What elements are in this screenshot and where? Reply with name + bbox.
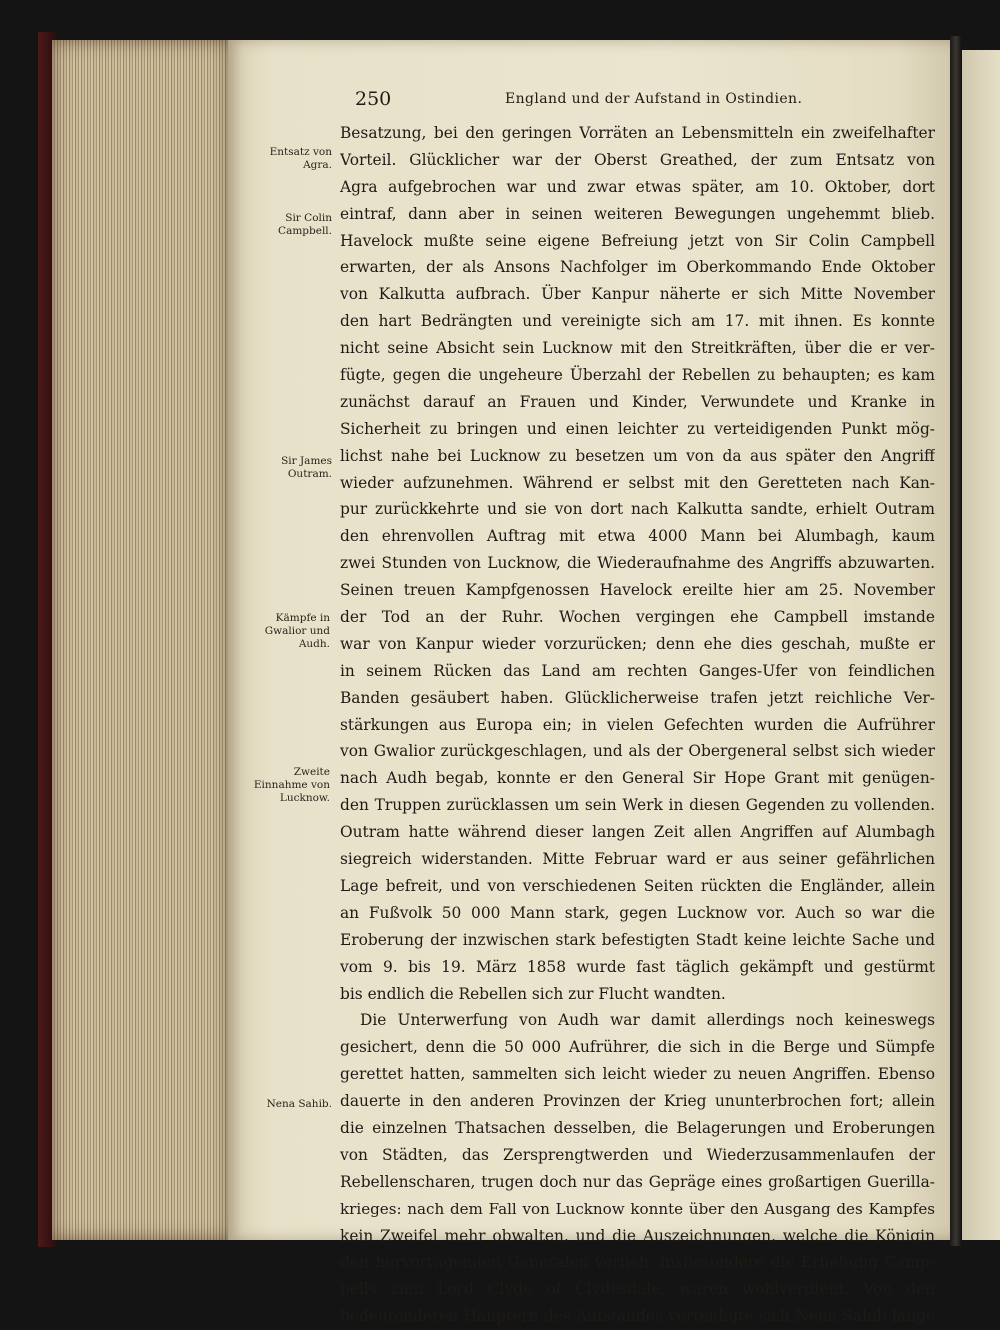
margin-note: Sir Colin Campbell.	[278, 212, 332, 237]
text-line: Lage befreit, und von verschiedenen Seiten rückten die Engländer, allein	[340, 876, 935, 895]
body-text	[340, 120, 935, 1330]
book-gutter	[950, 36, 962, 1246]
margin-note: Zweite Einnahme von Lucknow.	[253, 766, 330, 804]
text-line: Outram hatte während dieser langen Zeit allen Angriffen auf Alumbagh	[340, 823, 935, 842]
text-line: Agra aufgebrochen war und zwar etwas später, am 10. Oktober, dort	[340, 177, 935, 196]
text-line: kein Zweifel mehr obwalten, und die Auszeichnungen, welche die Königin	[340, 1226, 935, 1245]
text-line: Rebellenscharen, trugen doch nur das Gepräge eines großartigen Guerilla-	[340, 1172, 935, 1191]
text-line: Besatzung, bei den geringen Vorräten an Lebensmitteln ein zweifelhafter	[340, 124, 935, 142]
text-line: von Gwalior zurückgeschlagen, und als der Obergeneral selbst sich wieder	[340, 742, 935, 761]
text-line: krieges: nach dem Fall von Lucknow konnte über den Ausgang des Kampfes	[340, 1199, 935, 1218]
text-line: an Fußvolk 50 000 Mann stark, gegen Lucknow vor. Auch so war die	[340, 903, 935, 922]
page-block-edges	[52, 40, 230, 1240]
running-head: England und der Aufstand in Ostindien.	[505, 91, 803, 107]
page-header	[355, 88, 940, 112]
text-line: der Tod an der Ruhr. Wochen vergingen ehe Campbell imstande	[340, 608, 935, 627]
text-line: stärkungen aus Europa ein; in vielen Gefechten wurden die Aufrührer	[340, 715, 935, 734]
text-line: die einzelnen Thatsachen desselben, die Belagerungen und Eroberungen	[340, 1118, 935, 1137]
margin-note: Kämpfe in Gwalior und Audh.	[264, 612, 330, 650]
margin-note: Entsatz von Agra.	[269, 146, 332, 171]
text-line: nicht seine Absicht sein Lucknow mit den Streitkräften, über die er ver-	[340, 339, 935, 358]
text-line: Sicherheit zu bringen und einen leichter zu verteidigenden Punkt mög-	[340, 419, 935, 438]
text-line: dauerte in den anderen Provinzen der Krieg ununterbrochen fort; allein	[340, 1092, 935, 1111]
text-line: den Truppen zurücklassen um sein Werk in diesen Gegenden zu vollenden.	[340, 796, 935, 815]
facing-page-edge	[962, 50, 1000, 1240]
text-line: Banden gesäubert haben. Glücklicherweise trafen jetzt reichliche Ver-	[340, 688, 935, 707]
text-line: bedeutenderen Häuptern des Aufstandes verteidigte sich Nena Sahib lange	[340, 1307, 935, 1326]
text-line: von Städten, das Zersprengtwerden und Wiederzusammenlaufen der	[340, 1145, 935, 1164]
text-line: bells zum Lord Clyde of Clydesdale, waren wohlverdient. Von den	[340, 1280, 935, 1299]
text-line: den hart Bedrängten und vereinigte sich am 17. mit ihnen. Es konnte	[340, 312, 935, 331]
margin-note: Sir James Outram.	[281, 455, 332, 480]
text-line: nach Audh begab, konnte er den General Sir Hope Grant mit genügen-	[340, 769, 935, 788]
margin-note: Nena Sahib.	[266, 1098, 332, 1110]
text-line: zunächst darauf an Frauen und Kinder, Verwundete und Kranke in	[340, 392, 935, 411]
text-line: erwarten, der als Ansons Nachfolger im Oberkommando Ende Oktober	[340, 258, 935, 277]
text-line: gerettet hatten, sammelten sich leicht wieder zu neuen Angriffen. Ebenso	[340, 1065, 935, 1084]
text-line: Havelock mußte seine eigene Befreiung jetzt von Sir Colin Campbell	[340, 231, 935, 250]
text-line: wieder aufzunehmen. Während er selbst mit den Geretteten nach Kan-	[340, 473, 935, 492]
text-line: Seinen treuen Kampfgenossen Havelock ereilte hier am 25. November	[340, 581, 935, 600]
text-line: Vorteil. Glücklicher war der Oberst Greathed, der zum Entsatz von	[340, 150, 935, 169]
text-line: fügte, gegen die ungeheure Überzahl der Rebellen zu behaupten; es kam	[340, 366, 935, 385]
text-line: zwei Stunden von Lucknow, die Wiederaufnahme des Angriffs abzuwarten.	[340, 554, 935, 573]
text-line: lichst nahe bei Lucknow zu besetzen um von da aus später den Angriff	[340, 446, 935, 465]
text-line: eintraf, dann aber in seinen weiteren Bewegungen ungehemmt blieb.	[340, 204, 935, 223]
text-line: gesichert, denn die 50 000 Aufrührer, die sich in die Berge und Sümpfe	[340, 1038, 935, 1057]
text-line: den ehrenvollen Auftrag mit etwa 4000 Mann bei Alumbagh, kaum	[340, 527, 935, 546]
text-line: war von Kanpur wieder vorzurücken; denn ehe dies geschah, mußte er	[340, 634, 935, 653]
text-line: siegreich widerstanden. Mitte Februar ward er aus seiner gefährlichen	[340, 850, 935, 869]
text-line: den hervorragenden Generalen verlieh, insbesondere die Erhebung Camp-	[340, 1253, 935, 1272]
text-line: Eroberung der inzwischen stark befestigten Stadt keine leichte Sache und	[340, 930, 935, 949]
text-line: von Kalkutta aufbrach. Über Kanpur näherte er sich Mitte November	[340, 285, 935, 304]
text-line: Die Unterwerfung von Audh war damit allerdings noch keineswegs	[360, 1011, 935, 1030]
text-line: vom 9. bis 19. März 1858 wurde fast täglich gekämpft und gestürmt	[340, 957, 935, 976]
text-line: pur zurückkehrte und sie von dort nach Kalkutta sandte, erhielt Outram	[340, 500, 935, 519]
page-number: 250	[355, 88, 392, 110]
text-line: bis endlich die Rebellen sich zur Flucht wandten.	[340, 984, 726, 1003]
text-line: in seinem Rücken das Land am rechten Ganges-Ufer von feindlichen	[340, 661, 935, 680]
